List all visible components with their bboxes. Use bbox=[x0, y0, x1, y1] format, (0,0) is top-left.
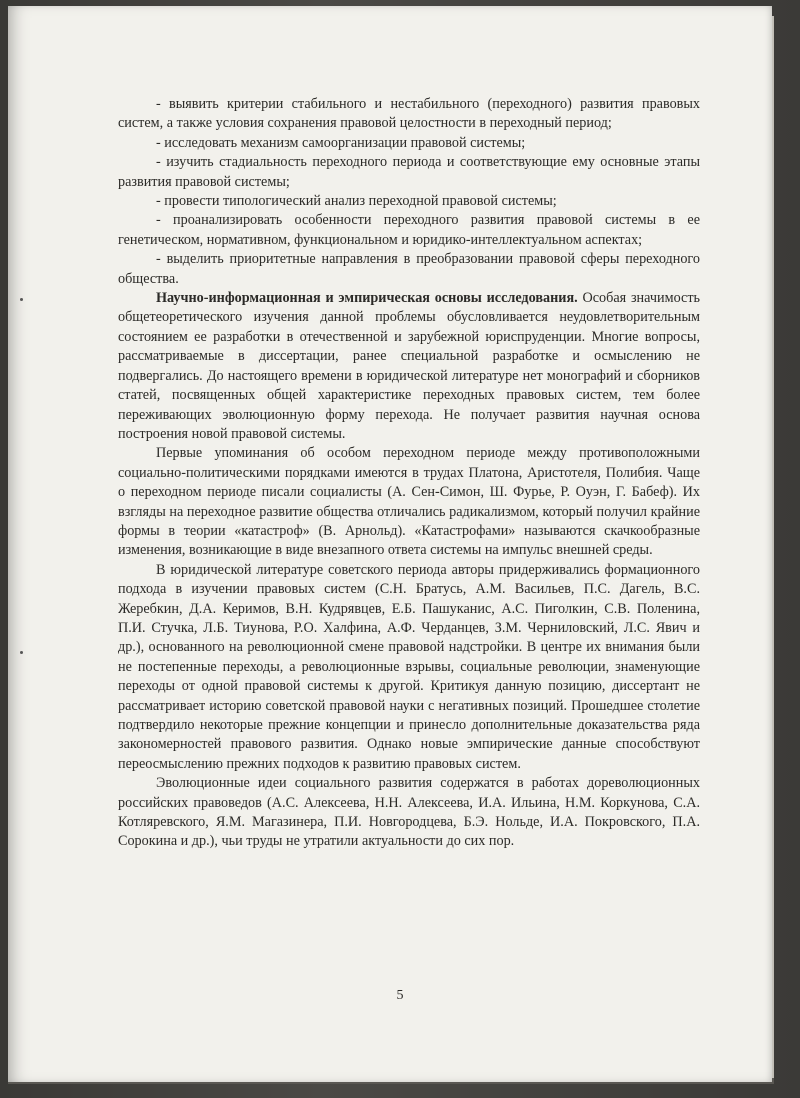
paragraph-text: Особая значимость общетеоретического изучения данной проблемы обусловливается неудовлетворительным состоянием ее разработки в отечественной и зарубежной юриспруденции. Многие вопросы, рассматриваемые в диссертации, ранее специальной разработке и осмыслению не подвергались. До настоящего времени в юридической литературе нет монографий и сборников статей, посвященных общей характеристике переходных правовых систем, тем более переживающих эволюционную форму перехода. Не получает развития научная основа построения новой правовой системы. bbox=[118, 290, 700, 442]
paragraph: Эволюционные идеи социального развития содержатся в работах дореволюционных российских правоведов (А.С. Алексеева, Н.Н. Алексеева, И.А. Ильина, Н.М. Коркунова, С.А. Котляревского, Я.М. Магазинера, П.И. Новгородцева, Б.Э. Нольде, И.А. Покровского, П.А. Сорокина и др.), чьи труды не утратили актуальности до сих пор. bbox=[118, 775, 700, 850]
list-item: - провести типологический анализ переходной правовой системы; bbox=[156, 193, 557, 210]
list-item: - проанализировать особенности переходного развития правовой системы в ее генетическом, нормативном, функциональном и юридико-интеллектуальном аспектах; bbox=[118, 212, 700, 248]
paragraph: Первые упоминания об особом переходном периоде между противоположными социально-политическими порядками имеются в трудах Платона, Аристотеля, Полибия. Чаще о переходном периоде писали социалисты (А. Сен-Симон, Ш. Фурье, Р. Оуэн, Г. Бабеф). Их взгляды на переходное развитие общества отличались радикализмом, который получил крайние формы в теории «катастроф» (В. Арнольд). «Катастрофами» называются скачкообразные изменения, возникающие в виде внезапного ответа системы на импульс внешней среды. bbox=[118, 445, 700, 559]
list-item: - выявить критерии стабильного и нестабильного (переходного) развития правовых систем, а также условия сохранения правовой целостности в переходный период; bbox=[118, 96, 700, 132]
list-item: - исследовать механизм самоорганизации правовой системы; bbox=[156, 134, 526, 151]
binding-mark bbox=[20, 651, 23, 654]
binding-mark bbox=[20, 298, 23, 301]
section-heading: Научно-информационная и эмпирическая основы исследования. bbox=[156, 290, 578, 307]
paragraph: В юридической литературе советского периода авторы придерживались формационного подхода в изучении правовых систем (С.Н. Братусь, А.М. Васильев, П.С. Дагель, В.С. Жеребкин, Д.А. Керимов, В.Н. Кудрявцев, Е.Б. Пашуканис, А.С. Пиголкин, С.В. Поленина, П.И. Стучка, Л.Б. Тиунова, Р.О. Халфина, А.Ф. Черданцев, З.М. Черниловский, Л.С. Явич и др.), основанного на революционной смене правовой надстройки. В центре их внимания были не постепенные переходы, а революционные взрывы, социальные революции, знаменующие переходы от одной правовой системы к другой. Критикуя данную позицию, диссертант не рассматривает историю советской правовой науки с негативных позиций. Прошедшее столетие подтвердило некоторые прежние концепции и принесло дополнительные доказательства ряда закономерностей правового развития. Однако новые эмпирические данные способствуют переосмыслению прежних подходов к развитию правовых систем. bbox=[118, 561, 700, 772]
list-item: - изучить стадиальность переходного периода и соответствующие ему основные этапы развития правовой системы; bbox=[118, 154, 700, 190]
list-item: - выделить приоритетные направления в преобразовании правовой сферы переходного общества. bbox=[118, 251, 700, 287]
paragraph bbox=[118, 289, 700, 444]
page-number: 5 bbox=[396, 988, 404, 1003]
document-body bbox=[118, 95, 700, 852]
